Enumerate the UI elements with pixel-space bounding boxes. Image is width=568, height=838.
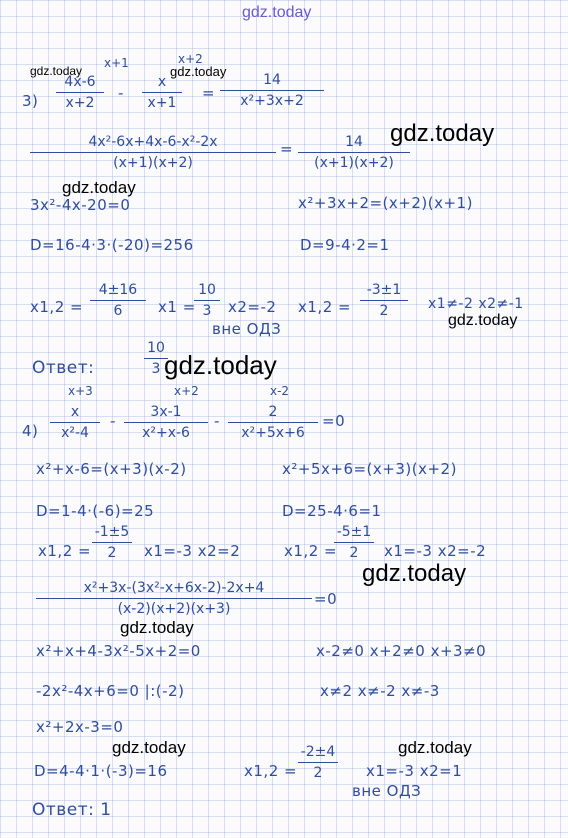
- watermark: gdz.today: [164, 350, 277, 380]
- fraction: 4x-6 x+2: [56, 74, 104, 111]
- operator: -: [214, 412, 220, 430]
- watermark: gdz.today: [398, 738, 472, 757]
- fraction: -3±1 2: [360, 282, 408, 319]
- root-label: x1,2 =: [284, 542, 338, 560]
- fraction: 4x²-6x+4x-6-x²-2x (x+1)(x+2): [30, 134, 276, 171]
- fraction: -2±4 2: [298, 744, 338, 781]
- fraction: 10 3: [144, 340, 168, 377]
- fraction: x x+1: [142, 74, 182, 111]
- watermark-top: gdz.today: [242, 4, 312, 21]
- fraction: 2 x²+5x+6: [228, 404, 318, 441]
- multiplier-label: x+3: [68, 384, 93, 398]
- equation: x²+x-6=(x+3)(x-2): [36, 460, 187, 478]
- note: вне ОДЗ: [352, 782, 422, 800]
- watermark: gdz.today: [120, 618, 194, 637]
- discriminant: D=9-4·2=1: [300, 236, 390, 254]
- root-label: x1,2 =: [38, 542, 92, 560]
- root-label: x1,2 =: [298, 298, 352, 316]
- equation: x²+x+4-3x²-5x+2=0: [36, 642, 201, 660]
- note: вне ОДЗ: [212, 320, 282, 338]
- equation: -2x²-4x+6=0 |:(-2): [36, 682, 185, 700]
- roots: x1=-3 x2=1: [366, 762, 463, 780]
- watermark: gdz.today: [30, 64, 83, 78]
- watermark: gdz.today: [448, 312, 518, 329]
- fraction: -1±5 2: [92, 524, 132, 561]
- operator: =0: [314, 590, 338, 608]
- restriction: x1≠-2 x2≠-1: [428, 296, 524, 312]
- roots: x1=-3 x2=-2: [384, 542, 487, 560]
- roots: x1=-3 x2=2: [144, 542, 241, 560]
- watermark: gdz.today: [112, 738, 186, 757]
- discriminant: D=4-4·1·(-3)=16: [34, 762, 168, 780]
- fraction: x x²-4: [50, 404, 100, 441]
- operator: =0: [322, 412, 346, 430]
- fraction: 3x-1 x²+x-6: [124, 404, 208, 441]
- discriminant: D=1-4·(-6)=25: [36, 502, 155, 520]
- equation: x²+5x+6=(x+3)(x+2): [282, 460, 457, 478]
- watermark: gdz.today: [170, 64, 227, 79]
- root-label: x1 =: [158, 298, 196, 316]
- fraction: 4±16 6: [90, 282, 146, 319]
- root: x2=-2: [228, 298, 277, 316]
- conditions: x-2≠0 x+2≠0 x+3≠0: [316, 642, 487, 660]
- equation: x²+3x+2=(x+2)(x+1): [298, 194, 473, 212]
- fraction: 14 (x+1)(x+2): [298, 134, 410, 171]
- watermark: gdz.today: [62, 178, 136, 197]
- multiplier-label: x+2: [178, 52, 203, 66]
- watermark: gdz.today: [390, 120, 495, 147]
- fraction: 10 3: [194, 282, 220, 319]
- root-label: x1,2 =: [244, 762, 298, 780]
- multiplier-label: x+1: [104, 56, 129, 70]
- conditions: x≠2 x≠-2 x≠-3: [320, 682, 440, 700]
- operator: =: [280, 140, 294, 158]
- operator: -: [110, 412, 116, 430]
- root-label: x1,2 =: [30, 298, 84, 316]
- problem-number: 4): [22, 422, 39, 440]
- equation: 3x²-4x-20=0: [30, 196, 131, 214]
- multiplier-label: x-2: [270, 384, 290, 398]
- answer-label: Ответ:: [32, 358, 95, 378]
- watermark: gdz.today: [362, 560, 467, 587]
- operator: -: [118, 84, 124, 102]
- operator: =: [202, 84, 216, 102]
- multiplier-label: x+2: [174, 384, 199, 398]
- fraction: x²+3x-(3x²-x+6x-2)-2x+4 (x-2)(x+2)(x+3): [36, 580, 312, 617]
- discriminant: D=25-4·6=1: [282, 502, 382, 520]
- discriminant: D=16-4·3·(-20)=256: [30, 236, 194, 254]
- problem-number: 3): [22, 92, 39, 110]
- answer: Ответ: 1: [32, 800, 112, 820]
- fraction: -5±1 2: [334, 524, 374, 561]
- fraction: 14 x²+3x+2: [220, 72, 324, 109]
- equation: x²+2x-3=0: [36, 718, 124, 736]
